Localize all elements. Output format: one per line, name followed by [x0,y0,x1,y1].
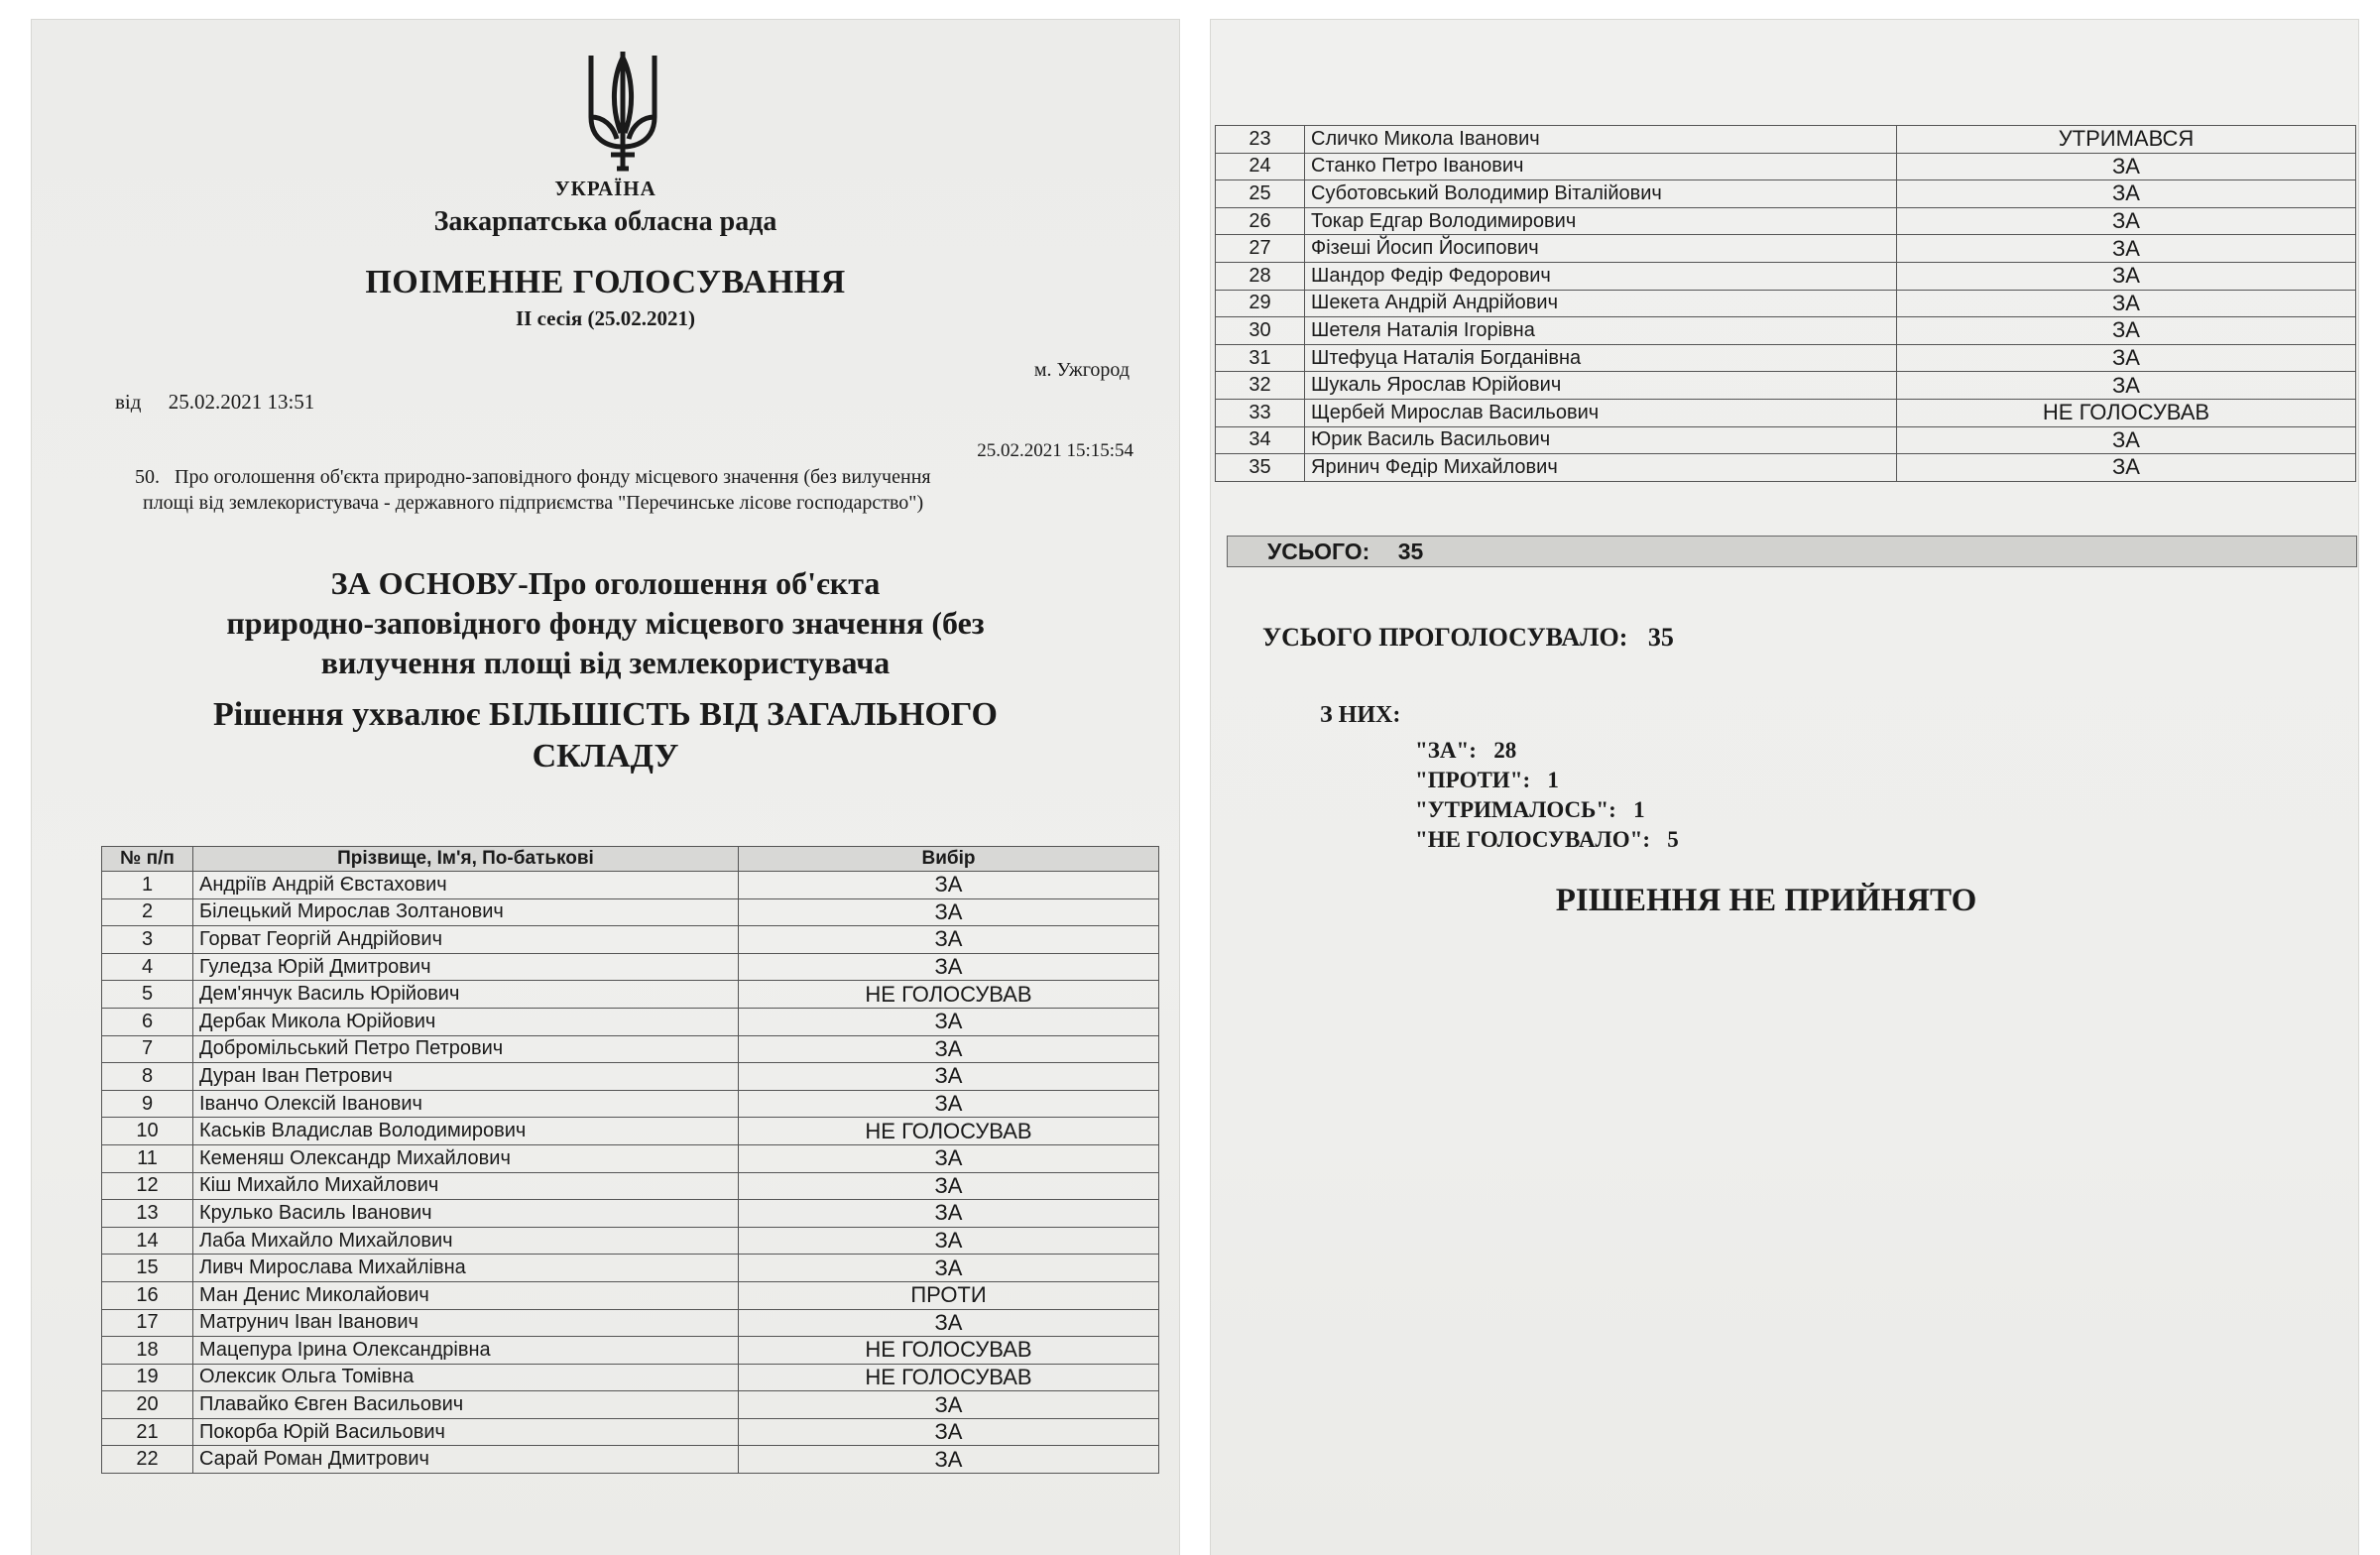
vote-choice: ЗА [1897,235,2356,263]
table-row [1216,290,2356,317]
vote-choice: ЗА [739,1008,1159,1035]
rule-line-1: Рішення ухвалює БІЛЬШІСТЬ ВІД ЗАГАЛЬНОГО [212,696,998,733]
deputy-name: Іванчо Олексій Іванович [193,1090,739,1118]
stat-against-value: 1 [1547,768,1559,792]
table-row [102,1008,1159,1035]
vote-choice: ЗА [1897,180,2356,208]
table-row [102,1063,1159,1091]
deputy-name: Яринич Федір Михайлович [1305,454,1897,482]
vote-choice: ЗА [739,1227,1159,1255]
deputy-name: Покорба Юрій Васильович [193,1418,739,1446]
total-voted-value: 35 [1647,623,1674,652]
vote-choice: ЗА [1897,454,2356,482]
vote-choice: ЗА [739,1035,1159,1063]
document-title: ПОІМЕННЕ ГОЛОСУВАННЯ [365,264,846,300]
table-row [102,1309,1159,1337]
stat-against-label: "ПРОТИ": [1415,768,1531,792]
table-row [102,1118,1159,1145]
total-voted-line [1262,623,1674,653]
vote-choice: ЗА [1897,344,2356,372]
table-row [1216,372,2356,400]
row-number: 21 [102,1418,193,1446]
table-row [102,1035,1159,1063]
table-row [1216,153,2356,180]
vote-table-right [1215,125,2356,482]
row-number: 24 [1216,153,1305,180]
table-row [1216,180,2356,208]
deputy-name: Сарай Роман Дмитрович [193,1446,739,1474]
vote-choice: ЗА [739,953,1159,981]
stat-abstained-label: "УТРИМАЛОСЬ": [1415,797,1616,822]
council-name: Закарпатська обласна рада [433,206,777,237]
table-row [1216,344,2356,372]
vote-choice: ЗА [739,1144,1159,1172]
row-number: 2 [102,898,193,926]
row-number: 28 [1216,262,1305,290]
deputy-name: Мацепура Ірина Олександрівна [193,1337,739,1365]
left-page [32,20,1179,1555]
row-number: 23 [1216,126,1305,154]
deputy-name: Ман Денис Миколайович [193,1281,739,1309]
table-row [1216,262,2356,290]
deputy-name: Щербей Мирослав Васильович [1305,399,1897,426]
deputy-name: Дербак Микола Юрійович [193,1008,739,1035]
table-row [102,1364,1159,1391]
deputy-name: Фізеші Йосип Йосипович [1305,235,1897,263]
table-row [102,898,1159,926]
stat-abstained-value: 1 [1633,797,1645,822]
table-row [102,1090,1159,1118]
deputy-name: Добромільський Петро Петрович [193,1035,739,1063]
row-number: 10 [102,1118,193,1145]
table-row [1216,399,2356,426]
col-header-number: № п/п [102,847,193,872]
right-page [1211,20,2358,1555]
deputy-name: Шукаль Ярослав Юрійович [1305,372,1897,400]
deputy-name: Каськів Владислав Володимирович [193,1118,739,1145]
table-row [102,872,1159,899]
decision-rule [32,694,1179,778]
deputy-name: Юрик Василь Васильович [1305,426,1897,454]
stat-for [1415,736,1679,766]
row-number: 4 [102,953,193,981]
deputy-name: Лаба Михайло Михайлович [193,1227,739,1255]
motion-line-2: природно-заповідного фонду місцевого значення (без [226,605,985,641]
row-number: 34 [1216,426,1305,454]
table-row [102,1144,1159,1172]
table-row [1216,426,2356,454]
deputy-name: Матрунич Іван Іванович [193,1309,739,1337]
deputy-name: Штефуца Наталія Богданівна [1305,344,1897,372]
of-them-label: З НИХ: [1320,702,1401,728]
from-datetime: 25.02.2021 13:51 [168,390,315,414]
total-voted-label: УСЬОГО ПРОГОЛОСУВАЛО: [1262,623,1628,652]
stat-for-label: "ЗА": [1415,738,1477,763]
deputy-name: Гуледза Юрій Дмитрович [193,953,739,981]
vote-choice: УТРИМАВСЯ [1897,126,2356,154]
deputy-name: Плавайко Євген Васильович [193,1391,739,1419]
vote-choice: ЗА [739,872,1159,899]
vote-choice: НЕ ГОЛОСУВАВ [1897,399,2356,426]
row-number: 8 [102,1063,193,1091]
stat-against [1415,766,1679,795]
item-text-1: Про оголошення об'єкта природно-заповідного фонду місцевого значення (без вилучення [175,466,931,488]
row-number: 14 [102,1227,193,1255]
deputy-name: Суботовський Володимир Віталійович [1305,180,1897,208]
vote-choice: ЗА [739,1391,1159,1419]
city-label: м. Ужгород [1033,359,1130,381]
item-number: 50. [135,466,160,488]
vote-choice: НЕ ГОЛОСУВАВ [739,1364,1159,1391]
vote-choice: ЗА [739,898,1159,926]
vote-choice: ЗА [739,1309,1159,1337]
vote-table-left [101,846,1159,1474]
vote-choice: ЗА [1897,153,2356,180]
row-number: 13 [102,1200,193,1228]
vote-choice: ЗА [739,1446,1159,1474]
deputy-name: Горват Георгій Андрійович [193,926,739,954]
table-row [102,1281,1159,1309]
table-row [102,926,1159,954]
motion-heading [32,563,1179,682]
from-label: від [115,390,142,414]
total-value: 35 [1397,538,1424,564]
vote-choice: ЗА [739,1255,1159,1282]
col-header-name: Прізвище, Ім'я, По-батькові [193,847,739,872]
vote-choice: ЗА [1897,317,2356,345]
vote-choice: НЕ ГОЛОСУВАВ [739,1337,1159,1365]
row-number: 35 [1216,454,1305,482]
table-row [102,1391,1159,1419]
deputy-name: Крулько Василь Іванович [193,1200,739,1228]
stat-not-voted-value: 5 [1667,827,1679,852]
vote-stats [1415,736,1679,855]
result-heading: РІШЕННЯ НЕ ПРИЙНЯТО [1555,883,1977,918]
deputy-name: Ливч Мирослава Михайлівна [193,1255,739,1282]
stat-for-value: 28 [1493,738,1517,763]
vote-choice: ЗА [739,1090,1159,1118]
deputy-name: Шекета Андрій Андрійович [1305,290,1897,317]
row-number: 20 [102,1391,193,1419]
vote-choice: НЕ ГОЛОСУВАВ [739,981,1159,1009]
session-label: II сесія (25.02.2021) [515,306,695,330]
row-number: 31 [1216,344,1305,372]
table-row [102,1227,1159,1255]
deputy-name: Дем'янчук Василь Юрійович [193,981,739,1009]
deputy-name: Станко Петро Іванович [1305,153,1897,180]
vote-choice: ЗА [739,926,1159,954]
agenda-item-line2: площі від землекористувача - державного підприємства "Перечинське лісове господарство") [143,492,924,514]
table-row [102,1200,1159,1228]
deputy-name: Сличко Микола Іванович [1305,126,1897,154]
table-row [102,1172,1159,1200]
stat-not-voted [1415,825,1679,855]
from-date-line [115,390,314,415]
stat-abstained [1415,795,1679,825]
table-row [1216,235,2356,263]
row-number: 32 [1216,372,1305,400]
vote-choice: НЕ ГОЛОСУВАВ [739,1118,1159,1145]
row-number: 26 [1216,207,1305,235]
row-number: 30 [1216,317,1305,345]
table-row [1216,454,2356,482]
vote-choice: ЗА [739,1063,1159,1091]
motion-line-1: ЗА ОСНОВУ-Про оголошення об'єкта [330,565,881,601]
table-row [1216,207,2356,235]
row-number: 15 [102,1255,193,1282]
vote-choice: ЗА [1897,372,2356,400]
table-row [1216,317,2356,345]
vote-choice: ПРОТИ [739,1281,1159,1309]
deputy-name: Білецький Мирослав Золтанович [193,898,739,926]
row-number: 27 [1216,235,1305,263]
row-number: 33 [1216,399,1305,426]
row-number: 5 [102,981,193,1009]
table-row [102,1255,1159,1282]
vote-choice: ЗА [1897,207,2356,235]
row-number: 6 [102,1008,193,1035]
table-row [102,981,1159,1009]
timestamp: 25.02.2021 15:15:54 [977,440,1133,461]
row-number: 1 [102,872,193,899]
deputy-name: Токар Едгар Володимирович [1305,207,1897,235]
vote-choice: ЗА [1897,426,2356,454]
table-row [1216,126,2356,154]
vote-choice: ЗА [1897,262,2356,290]
col-header-choice: Вибір [739,847,1159,872]
row-number: 16 [102,1281,193,1309]
total-row [1227,536,2357,567]
vote-choice: ЗА [739,1418,1159,1446]
deputy-name: Дуран Іван Петрович [193,1063,739,1091]
row-number: 19 [102,1364,193,1391]
deputy-name: Олексик Ольга Томівна [193,1364,739,1391]
row-number: 29 [1216,290,1305,317]
motion-line-3: вилучення площі від землекористувача [320,645,891,680]
vote-choice: ЗА [739,1172,1159,1200]
row-number: 17 [102,1309,193,1337]
row-number: 11 [102,1144,193,1172]
deputy-name: Кіш Михайло Михайлович [193,1172,739,1200]
deputy-name: Шетеля Наталія Ігорівна [1305,317,1897,345]
deputy-name: Кеменяш Олександр Михайлович [193,1144,739,1172]
row-number: 7 [102,1035,193,1063]
table-row [102,1337,1159,1365]
row-number: 18 [102,1337,193,1365]
trident-emblem-icon [583,48,662,177]
table-row [102,953,1159,981]
vote-choice: ЗА [739,1200,1159,1228]
vote-choice: ЗА [1897,290,2356,317]
row-number: 25 [1216,180,1305,208]
total-label: УСЬОГО: [1267,538,1370,564]
row-number: 12 [102,1172,193,1200]
row-number: 22 [102,1446,193,1474]
table-row [102,1418,1159,1446]
country-label: УКРАЇНА [554,177,656,200]
row-number: 3 [102,926,193,954]
rule-line-2: СКЛАДУ [532,738,679,775]
deputy-name: Андріїв Андрій Євстахович [193,872,739,899]
stat-not-voted-label: "НЕ ГОЛОСУВАЛО": [1415,827,1651,852]
table-header-row [102,847,1159,872]
agenda-item-line1 [135,466,931,489]
table-row [102,1446,1159,1474]
deputy-name: Шандор Федір Федорович [1305,262,1897,290]
row-number: 9 [102,1090,193,1118]
